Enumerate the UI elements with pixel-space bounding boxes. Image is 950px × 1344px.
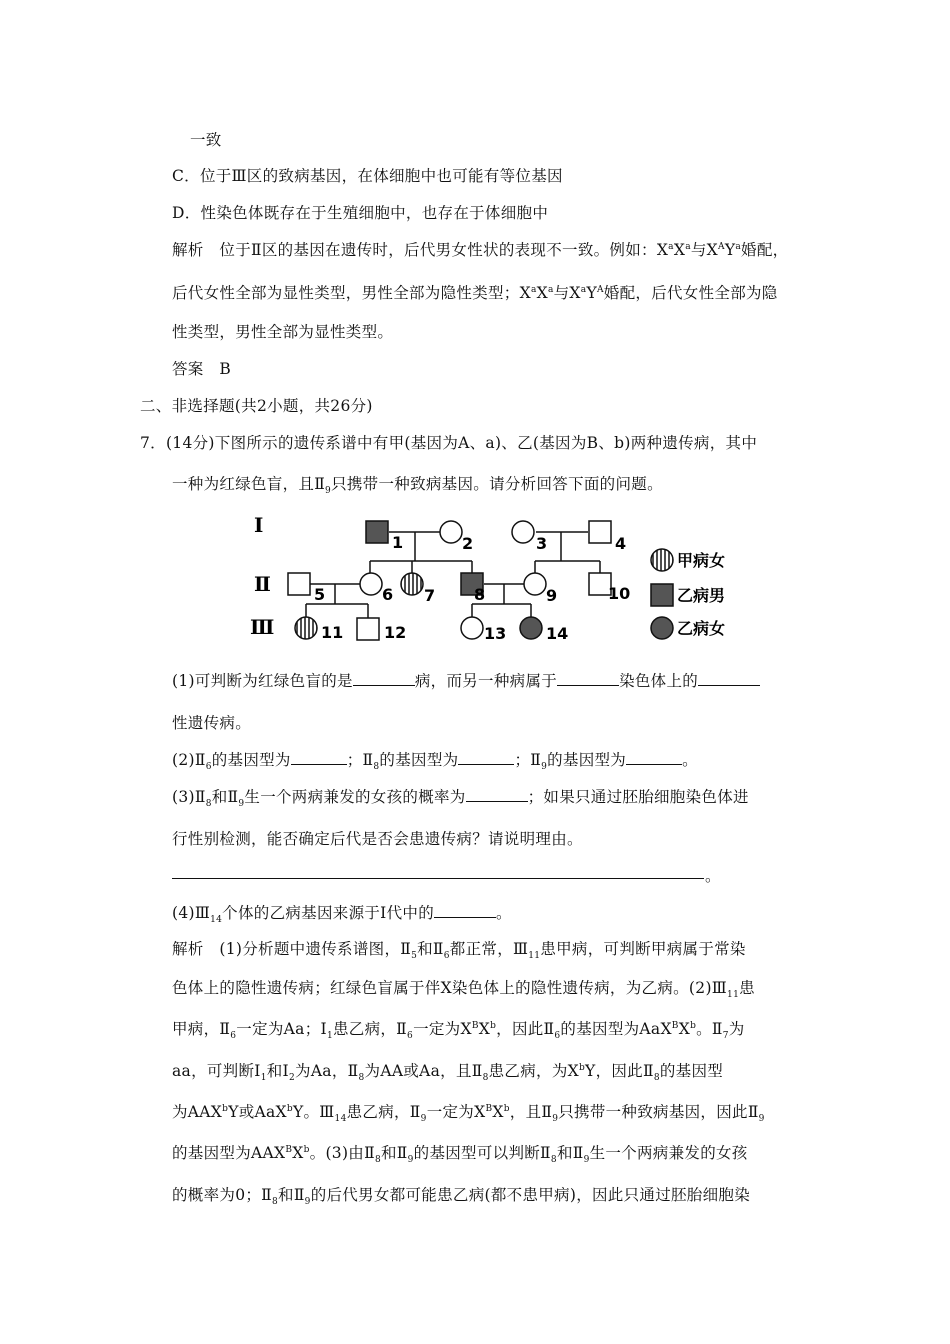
number-label: 7 xyxy=(424,586,436,605)
solution-line-1: 解析 (1)分析题中遗传系谱图，$Ⅱ_5$和$Ⅱ_6$都正常，$Ⅲ_{11}$患甲病，可判断甲病属于常染 xyxy=(172,940,746,962)
legend-label: 甲病女 xyxy=(677,551,726,570)
solution-line-7: 的概率为0；$Ⅱ_8$和$Ⅱ_9$的后代男女都可能患乙病(都不患甲病)，因此只通过胚胎细胞染 xyxy=(172,1186,750,1208)
solution-line-4: aa，可判断$Ⅰ_1$和$Ⅰ_2$为Aa，$Ⅱ_8$为AA或Aa，且$Ⅱ_8$患乙病，为$X^bY$，因此$Ⅱ_8$的基因型 xyxy=(172,1062,724,1084)
number-label: 1 xyxy=(392,533,404,552)
legend-striped-circle-icon xyxy=(651,549,673,571)
number-label: 9 xyxy=(546,586,558,605)
number-label: 14 xyxy=(546,624,569,643)
option-d: D．性染色体既存在于生殖细胞中，也存在于体细胞中 xyxy=(172,204,549,222)
individual-3 xyxy=(512,521,534,543)
question-2: $(2)Ⅱ_6$的基因型为 ；$Ⅱ_8$的基因型为 ；$Ⅱ_9$的基因型为 。 xyxy=(172,751,698,773)
solution-line-2: 色体上的隐性遗传病；红绿色盲属于伴X染色体上的隐性遗传病，为乙病。$(2)Ⅲ_{11}$患 xyxy=(172,979,755,1001)
question-1: (1)可判断为红绿色盲的是 病，而另一种病属于 染色体上的 xyxy=(172,669,760,691)
question-1-cont: 性遗传病。 xyxy=(172,714,252,732)
individual-7 xyxy=(401,573,423,595)
gen-label: Ⅲ xyxy=(250,615,275,639)
legend-filled-circle-icon xyxy=(651,617,673,639)
number-label: 4 xyxy=(615,534,627,553)
number-label: 12 xyxy=(384,623,407,642)
question-7-stem: 7．(14分)下图所示的遗传系谱中有甲(基因为A、a)、乙(基因为B、b)两种遗传病，其中 xyxy=(140,434,758,452)
individual-2 xyxy=(440,521,462,543)
option-c: C．位于Ⅲ区的致病基因，在体细胞中也可能有等位基因 xyxy=(172,167,563,185)
question-3: $(3)Ⅱ_8$和$Ⅱ_9$生一个两病兼发的女孩的概率为 ；如果只通过胚胎细胞染色体进 xyxy=(172,788,749,810)
answer-blank-rule xyxy=(172,878,704,879)
individual-1 xyxy=(366,521,388,543)
text-line: 一致 xyxy=(190,131,222,149)
gen-label: Ⅱ xyxy=(254,572,271,596)
number-label: 6 xyxy=(382,585,394,604)
number-label: 8 xyxy=(474,585,486,604)
legend-label: 乙病女 xyxy=(677,619,726,638)
analysis-line-2: 后代女性全部为显性类型，男性全部为隐性类型；$X^aX^a$与$X^aY^A$婚配，后代女性全部为隐 xyxy=(172,284,778,302)
individual-12 xyxy=(357,618,379,640)
number-label: 5 xyxy=(314,585,326,604)
gen-label: Ⅰ xyxy=(254,513,264,537)
individual-4 xyxy=(589,521,611,543)
number-label: 3 xyxy=(536,534,548,553)
solution-line-5: 为AAX$^b$Y或AaX$^b$Y。$Ⅲ_{14}$患乙病，$Ⅱ_9$一定为$X^BX^b$，且$Ⅱ_9$只携带一种致病基因，因此$Ⅱ_9$ xyxy=(172,1103,765,1125)
answer-blank-end: 。 xyxy=(705,867,721,885)
legend-label: 乙病男 xyxy=(677,586,726,605)
question-4: $(4)Ⅲ_{14}$个体的乙病基因来源于Ⅰ代中的 。 xyxy=(172,904,512,926)
individual-9 xyxy=(524,573,546,595)
answer-line: 答案 B xyxy=(172,360,232,378)
solution-line-6: 的基因型为$AAX^BX^b$。(3)由$Ⅱ_8$和$Ⅱ_9$的基因型可以判断$Ⅱ_8$和$Ⅱ_9$生一个两病兼发的女孩 xyxy=(172,1144,748,1166)
analysis-line-3: 性类型，男性全部为显性类型。 xyxy=(172,323,394,341)
section-heading: 二、非选择题(共2小题，共26分) xyxy=(140,397,373,415)
analysis-line-1: 解析 位于Ⅱ区的基因在遗传时，后代男女性状的表现不一致。例如：$X^aX^a$与$X^AY^a$婚配， xyxy=(172,241,789,259)
number-label: 11 xyxy=(321,623,344,642)
individual-14 xyxy=(520,617,542,639)
legend-filled-square-icon xyxy=(651,584,673,606)
individual-5 xyxy=(288,573,310,595)
question-3-cont: 行性别检测，能否确定后代是否会患遗传病？请说明理由。 xyxy=(172,830,583,848)
number-label: 13 xyxy=(484,624,507,643)
question-7-stem-2: 一种为红绿色盲，且$Ⅱ_9$只携带一种致病基因。请分析回答下面的问题。 xyxy=(172,475,663,497)
solution-line-3: 甲病，$Ⅱ_6$一定为Aa；$Ⅰ_1$患乙病，$Ⅱ_6$一定为$X^BX^b$，因此$Ⅱ_6$的基因型为$AaX^BX^b$。$Ⅱ_7$为 xyxy=(172,1020,745,1042)
individual-13 xyxy=(461,617,483,639)
individual-6 xyxy=(360,573,382,595)
number-label: 10 xyxy=(608,584,631,603)
individual-11 xyxy=(295,617,317,639)
number-label: 2 xyxy=(462,534,474,553)
pedigree-chart xyxy=(248,508,748,648)
